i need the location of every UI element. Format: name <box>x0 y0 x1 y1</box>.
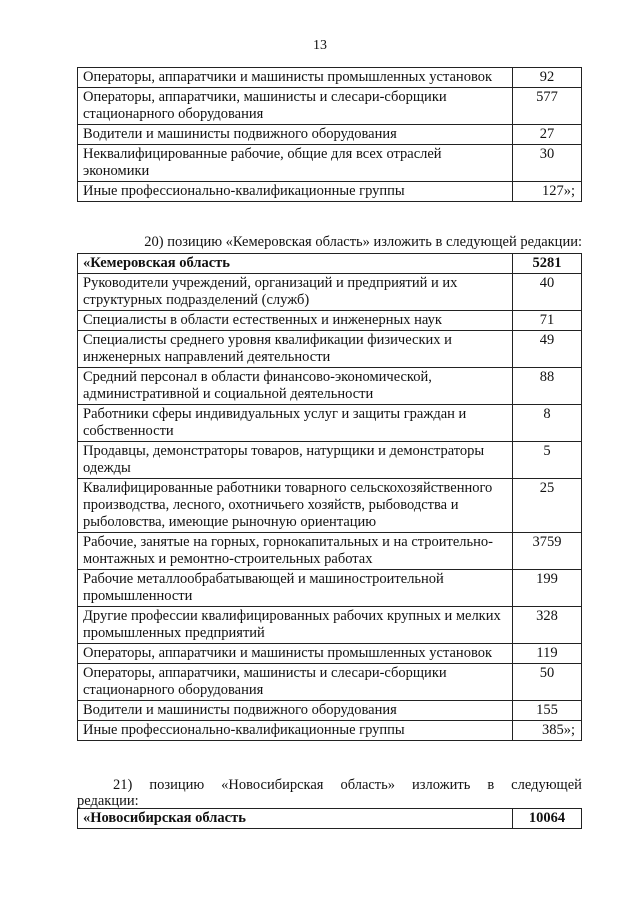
table-row <box>78 311 582 331</box>
table-row <box>78 664 582 701</box>
table-row <box>78 570 582 607</box>
occupation-label: Квалифицированные работники товарного сельскохозяйственного производства, лесного, охотничьего хозяйств, рыбоводства и рыболовства, имеющие рыночную ориентацию <box>78 479 513 533</box>
occupation-label: Специалисты в области естественных и инженерных наук <box>78 311 513 331</box>
table-row <box>78 442 582 479</box>
page-number: 13 <box>313 38 327 53</box>
table-row <box>78 68 582 88</box>
table-row <box>78 125 582 145</box>
occupation-label: Работники сферы индивидуальных услуг и защиты граждан и собственности <box>78 405 513 442</box>
table-row <box>78 607 582 644</box>
region-name: «Кемеровская область <box>78 254 513 274</box>
occupation-table-continued <box>77 67 582 202</box>
occupation-count: 25 <box>513 479 582 533</box>
paragraph-21-line1 <box>77 777 582 793</box>
occupation-label: Рабочие металлообрабатывающей и машиностроительной промышленности <box>78 570 513 607</box>
table-row <box>78 644 582 664</box>
occupation-count: 49 <box>513 331 582 368</box>
occupation-label: Операторы, аппаратчики, машинисты и слесари-сборщики стационарного оборудования <box>78 88 513 125</box>
region-name: «Новосибирская область <box>78 809 513 829</box>
occupation-count: 71 <box>513 311 582 331</box>
region-total: 10064 <box>513 809 582 829</box>
occupation-label: Неквалифицированные рабочие, общие для всех отраслей экономики <box>78 145 513 182</box>
paragraph-21 <box>77 777 582 809</box>
paragraph-word: область» <box>340 777 396 793</box>
occupation-count: 577 <box>513 88 582 125</box>
occupation-count: 27 <box>513 125 582 145</box>
occupation-count: 119 <box>513 644 582 664</box>
occupation-count: 92 <box>513 68 582 88</box>
occupation-count: 88 <box>513 368 582 405</box>
table-row <box>78 368 582 405</box>
region-total: 5281 <box>513 254 582 274</box>
occupation-label: Средний персонал в области финансово-экономической, административной и социальной деятельности <box>78 368 513 405</box>
occupation-count: 385»; <box>513 721 582 741</box>
occupation-count: 50 <box>513 664 582 701</box>
occupation-count: 3759 <box>513 533 582 570</box>
table-row <box>78 274 582 311</box>
occupation-count: 155 <box>513 701 582 721</box>
paragraph-word: в <box>487 777 495 793</box>
occupation-label: Иные профессионально-квалификационные группы <box>78 182 513 202</box>
table-row <box>78 405 582 442</box>
occupation-count: 40 <box>513 274 582 311</box>
occupation-label: Другие профессии квалифицированных рабочих крупных и мелких промышленных предприятий <box>78 607 513 644</box>
occupation-label: Операторы, аппаратчики и машинисты промышленных установок <box>78 644 513 664</box>
table-row <box>78 331 582 368</box>
paragraph-word: позицию <box>149 777 205 793</box>
occupation-label: Продавцы, демонстраторы товаров, натурщики и демонстраторы одежды <box>78 442 513 479</box>
table-row <box>78 533 582 570</box>
occupation-count: 127»; <box>513 182 582 202</box>
occupation-label: Специалисты среднего уровня квалификации физических и инженерных направлений деятельности <box>78 331 513 368</box>
table-header-row <box>78 254 582 274</box>
novosibirsk-region-table <box>77 808 582 829</box>
occupation-count: 328 <box>513 607 582 644</box>
paragraph-21-line2: редакции: <box>77 793 139 809</box>
paragraph-word: «Новосибирская <box>221 777 324 793</box>
table-header-row <box>78 809 582 829</box>
occupation-label: Водители и машинисты подвижного оборудования <box>78 125 513 145</box>
table-row <box>78 701 582 721</box>
occupation-count: 30 <box>513 145 582 182</box>
kemerovo-region-table <box>77 253 582 741</box>
occupation-label: Операторы, аппаратчики, машинисты и слесари-сборщики стационарного оборудования <box>78 664 513 701</box>
occupation-count: 8 <box>513 405 582 442</box>
occupation-label: Операторы, аппаратчики и машинисты промышленных установок <box>78 68 513 88</box>
paragraph-20: 20) позицию «Кемеровская область» изложить в следующей редакции: <box>144 234 582 250</box>
occupation-label: Иные профессионально-квалификационные группы <box>78 721 513 741</box>
paragraph-word: 21) <box>113 777 133 793</box>
occupation-label: Руководители учреждений, организаций и предприятий и их структурных подразделений (служб) <box>78 274 513 311</box>
table-row <box>78 479 582 533</box>
occupation-count: 5 <box>513 442 582 479</box>
occupation-label: Водители и машинисты подвижного оборудования <box>78 701 513 721</box>
table-row <box>78 145 582 182</box>
table-row <box>78 182 582 202</box>
table-row <box>78 721 582 741</box>
occupation-label: Рабочие, занятые на горных, горнокапитальных и на строительно-монтажных и ремонтно-строительных работах <box>78 533 513 570</box>
occupation-count: 199 <box>513 570 582 607</box>
paragraph-word: следующей <box>511 777 582 793</box>
table-row <box>78 88 582 125</box>
paragraph-word: изложить <box>412 777 471 793</box>
